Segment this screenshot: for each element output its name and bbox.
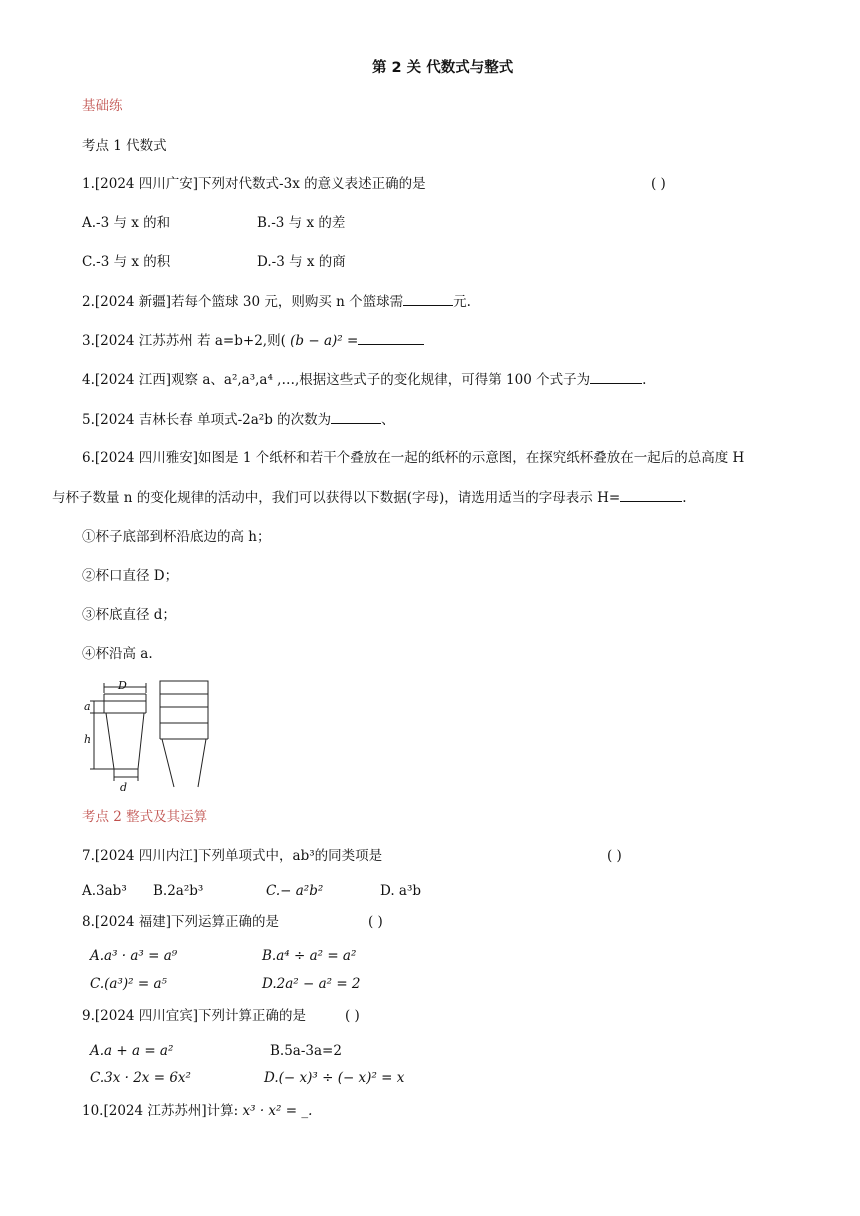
q3-line [82,330,424,351]
q6-item-3: ③杯底直径 d； [82,607,176,623]
q5-text: 5.[2024 吉林长春 单项式-2a²b 的次数为 [82,412,332,428]
q10-line [82,1101,312,1121]
q1-stem: 1.[2024 四川广安]下列对代数式-3x 的意义表述正确的是 [82,176,426,192]
q1-option-d: D.-3 与 x 的商 [257,254,346,270]
q1-option-a: A.-3 与 x 的和 [82,215,171,231]
q6-line2-suffix: . [682,490,687,506]
q5-suffix: 、 [381,412,395,428]
q9-option-b: B.5a-3a=2 [270,1043,342,1059]
q5-line [82,409,395,430]
q6-blank [620,487,682,502]
q8-option-a: A.a³ · a³ = a⁹ [90,948,178,964]
q8-option-c: C.(a³)² = a⁵ [90,976,167,992]
q9-option-d: D.(− x)³ ÷ (− x)² = x [264,1070,405,1086]
q10-text: 10.[2024 江苏苏州]计算: [82,1103,239,1119]
q2-text: 2.[2024 新疆]若每个篮球 30 元，则购买 n 个篮球需 [82,294,404,310]
q8-answer-paren: ( ) [368,914,383,930]
q1-option-b: B.-3 与 x 的差 [257,215,346,231]
q3-blank [358,330,424,345]
q4-blank [590,369,642,384]
q7-option-d: D. a³b [380,883,422,899]
topic1-heading: 考点 1 代数式 [82,138,167,154]
q6-line1: 6.[2024 四川雅安]如图是 1 个纸杯和若干个叠放在一起的纸杯的示意图，在探究纸杯叠放在一起后的总高度 H [82,450,745,466]
q3-expression: (b − a)² = [290,333,359,349]
q7-option-a: A.3ab³ [82,883,127,899]
q6-line2-text: 与杯子数量 n 的变化规律的活动中，我们可以获得以下数据(字母)，请选用适当的字母表示 H= [52,490,621,506]
q4-text: 4.[2024 江西]观察 a、a²,a³,a⁴ ,…,根据这些式子的变化规律，可得第 100 个式子为 [82,372,591,388]
q10-expression: x³ · x² = _. [242,1103,313,1119]
page-title: 第 2 关 代数式与整式 [372,60,514,76]
q9-option-a: A.a + a = a² [90,1043,174,1059]
q4-suffix: . [642,372,647,388]
q2-suffix: 元. [453,294,471,310]
q2-line [82,291,471,312]
q9-answer-paren: ( ) [345,1008,360,1024]
topic2-heading: 考点 2 整式及其运算 [82,809,208,825]
section-basic-heading: 基础练 [82,98,123,114]
q6-item-2: ②杯口直径 D； [82,568,179,584]
q8-option-b: B.a⁴ ÷ a² = a² [262,948,357,964]
q4-line [82,369,646,390]
fig-label-h: h [84,733,92,746]
q1-option-c: C.-3 与 x 的积 [82,254,171,270]
fig-label-D: D [118,679,127,692]
q6-item-1: ①杯子底部到杯沿底边的高 h； [82,529,271,545]
q9-stem: 9.[2024 四川宜宾]下列计算正确的是 [82,1008,307,1024]
paper-cup-figure [82,677,222,793]
q8-option-d: D.2a² − a² = 2 [262,976,361,992]
q7-stem: 7.[2024 四川内江]下列单项式中，ab³的同类项是 [82,848,383,864]
q5-blank [331,409,381,424]
q7-option-c: C.− a²b² [266,883,324,899]
q3-text: 3.[2024 江苏苏州 若 a=b+2,则( [82,333,286,349]
q8-stem: 8.[2024 福建]下列运算正确的是 [82,914,280,930]
q6-line2 [52,487,686,508]
fig-label-a: a [84,700,91,713]
q2-blank [403,291,453,306]
q7-answer-paren: ( ) [607,848,622,864]
fig-label-d: d [120,781,128,793]
q9-option-c: C.3x · 2x = 6x² [90,1070,191,1086]
q7-option-b: B.2a²b³ [153,883,204,899]
q6-item-4: ④杯沿高 a. [82,646,153,662]
q1-answer-paren: ( ) [651,176,666,192]
